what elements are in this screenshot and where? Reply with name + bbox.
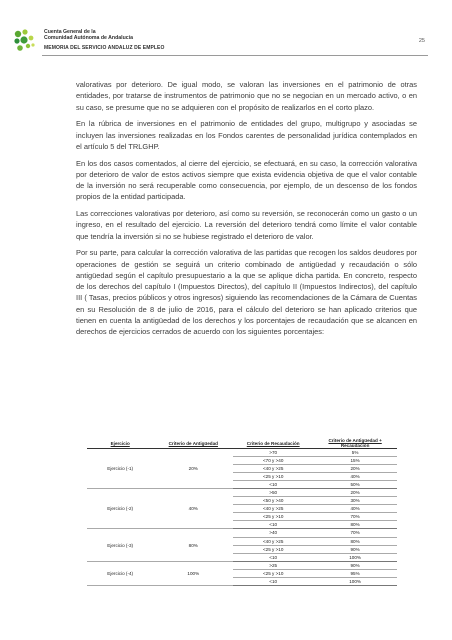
cell-ejercicio: Ejercicio (-2) — [87, 489, 153, 529]
header-divider — [42, 55, 428, 56]
cell-ejercicio: Ejercicio (-1) — [87, 449, 153, 489]
org-line-2: Comunidad Autónoma de Andalucía — [44, 35, 133, 42]
table-header-row — [87, 438, 397, 449]
cell-combinado: 80% — [313, 521, 397, 529]
cell-combinado: 20% — [313, 465, 397, 473]
cell-combinado: 40% — [313, 505, 397, 513]
cell-ejercicio: Ejercicio (-4) — [87, 561, 153, 585]
cell-combinado: 100% — [313, 553, 397, 561]
cell-recaudacion: >70 — [233, 449, 313, 457]
paragraph: En los dos casos comentados, al cierre del ejercicio, se efectuará, en su caso, la corrección valorativa por deterioro de valor de estos activos siempre que exista evidencia objetiva de que el valor contable de la inversión no será recuperable como consecuencia, por ejemplo, de un descenso de los fondos propios de la entidad participada. — [76, 158, 417, 202]
cell-combinado: 90% — [313, 561, 397, 569]
document-subtitle: MEMORIA DEL SERVICIO ANDALUZ DE EMPLEO — [44, 45, 165, 51]
cell-ejercicio: Ejercicio (-3) — [87, 529, 153, 561]
cell-combinado: 40% — [313, 473, 397, 481]
table-row — [87, 489, 397, 497]
header-antiguedad: Criterio de Antigüedad — [153, 438, 233, 449]
cell-recaudacion: <25 y >10 — [233, 545, 313, 553]
paragraph: valorativas por deterioro. De igual modo, se valoran las inversiones en el patrimonio de otras entidades, por tratarse de instrumentos de patrimonio que no se negocian en un mercado activo, o en su caso, se presume que no se adquieren con el propósito de realizarlos en el corto plazo. — [76, 80, 417, 112]
header-recaudacion: Criterio de Recaudación — [233, 438, 313, 449]
paragraph: Por su parte, para calcular la corrección valorativa de las partidas que recogen los saldos deudores por operaciones de gestión se seguirá un criterio combinado de antigüedad y recaudación o sólo antigüedad según el capítulo presupuestario a la que se aplique dicha partida. En concreto, respecto de los derechos del capítulo I (Impuestos Directos), del capítulo II (Impuestos Indirectos), del capítulo III ( Tasas, precios públicos y otros ingresos) siguiendo las recomendaciones de la Cámara de Cuentas en su Resolución de 8 de julio de 2016, para el cálculo del deterioro se han aplicado criterios que tienen en cuenta la antigüedad de los derechos y los porcentajes de recaudación que se alcancen en derechos de ejercicios cerrados de acuerdo con los siguientes porcentajes: — [76, 248, 417, 336]
cell-recaudacion: <25 y >10 — [233, 569, 313, 577]
cell-recaudacion: <10 — [233, 481, 313, 489]
cell-combinado: 5% — [313, 449, 397, 457]
cell-recaudacion: <10 — [233, 577, 313, 585]
cell-recaudacion: <40 y >25 — [233, 505, 313, 513]
cell-combinado: 90% — [313, 545, 397, 553]
cell-recaudacion: >40 — [233, 529, 313, 537]
junta-andalucia-logo-icon — [12, 28, 38, 54]
cell-combinado: 20% — [313, 489, 397, 497]
cell-combinado: 80% — [313, 537, 397, 545]
cell-recaudacion: >25 — [233, 561, 313, 569]
cell-combinado: 15% — [313, 457, 397, 465]
cell-antiguedad: 20% — [153, 449, 233, 489]
deterioration-criteria-table — [87, 438, 397, 586]
header-ejercicio: Ejercicio — [87, 438, 153, 449]
cell-combinado: 30% — [313, 497, 397, 505]
table-row — [87, 561, 397, 569]
header-combinado: Criterio de Antigüedad + Recaudación — [313, 438, 397, 449]
cell-recaudacion: <10 — [233, 553, 313, 561]
cell-recaudacion: <25 y >10 — [233, 473, 313, 481]
cell-recaudacion: <10 — [233, 521, 313, 529]
cell-recaudacion: <70 y >40 — [233, 457, 313, 465]
cell-recaudacion: <50 y >40 — [233, 497, 313, 505]
paragraph: En la rúbrica de inversiones en el patrimonio de entidades del grupo, multigrupo y asociadas se incluyen las inversiones realizadas en los Fondos carentes de personalidad jurídica contemplados en el artículo 5 del TRLGHP. — [76, 119, 417, 151]
cell-recaudacion: <40 y >25 — [233, 465, 313, 473]
table-body — [87, 449, 397, 586]
cell-combinado: 95% — [313, 569, 397, 577]
table-row — [87, 449, 397, 457]
cell-recaudacion: >50 — [233, 489, 313, 497]
cell-combinado: 70% — [313, 513, 397, 521]
cell-antiguedad: 100% — [153, 561, 233, 585]
cell-combinado: 50% — [313, 481, 397, 489]
paragraph: Las correcciones valorativas por deterioro, así como su reversión, se reconocerán como un gasto o un ingreso, en el resultado del ejercicio. La reversión del deterioro tendrá como límite el valor contable que tendría la inversión si no se hubiese registrado el deterioro de valor. — [76, 209, 417, 241]
cell-recaudacion: <25 y >10 — [233, 513, 313, 521]
cell-antiguedad: 80% — [153, 529, 233, 561]
cell-recaudacion: <40 y >25 — [233, 537, 313, 545]
page-number: 25 — [418, 38, 425, 44]
body-text — [76, 79, 417, 343]
table-row — [87, 529, 397, 537]
organization-name — [44, 29, 133, 42]
cell-antiguedad: 40% — [153, 489, 233, 529]
cell-combinado: 70% — [313, 529, 397, 537]
cell-combinado: 100% — [313, 577, 397, 585]
org-line-1: Cuenta General de la — [44, 29, 96, 35]
